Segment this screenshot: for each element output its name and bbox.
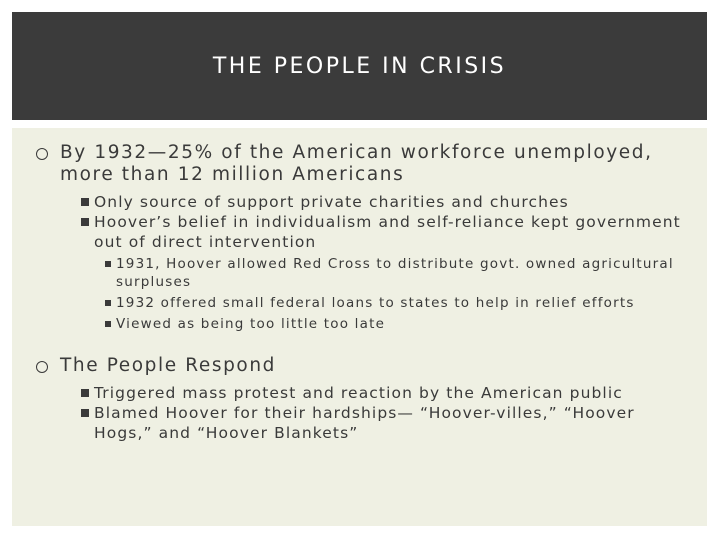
bullet-text: Only source of support private charities and churches [94, 193, 569, 211]
bullet-level2 [32, 192, 697, 212]
bullet-level3 [32, 294, 697, 312]
bullet-level3 [32, 255, 697, 291]
bullet-text: 1931, Hoover allowed Red Cross to distribute govt. owned agricultural surpluses [116, 256, 674, 290]
hollow-circle-icon [36, 361, 48, 373]
bullet-level2 [32, 403, 697, 443]
square-bullet-icon [105, 261, 111, 267]
subsubpoint-list [32, 255, 697, 333]
bullet-text: Viewed as being too little too late [116, 316, 386, 332]
title-bar [12, 12, 707, 120]
bullet-level2 [32, 212, 697, 252]
bullet-text: 1932 offered small federal loans to states to help in relief efforts [116, 295, 635, 311]
bullet-level2 [32, 383, 697, 403]
bullet-text: By 1932—25% of the American workforce unemployed, more than 12 million Americans [60, 142, 653, 185]
bullet-text: Blamed Hoover for their hardships— “Hoover-villes,” “Hoover Hogs,” and “Hoover Blankets” [94, 404, 635, 442]
subpoint-list [32, 383, 697, 443]
square-bullet-icon [105, 300, 111, 306]
subpoint-list [32, 192, 697, 252]
bullet-text: Triggered mass protest and reaction by the American public [94, 384, 623, 402]
square-bullet-icon [81, 389, 89, 397]
content-area [12, 128, 707, 526]
square-bullet-icon [81, 218, 89, 226]
square-bullet-icon [81, 409, 89, 417]
bullet-level3 [32, 315, 697, 333]
square-bullet-icon [81, 198, 89, 206]
bullet-text: The People Respond [60, 355, 277, 376]
bullet-level1 [32, 142, 697, 186]
bullet-text: Hoover’s belief in individualism and self-reliance kept government out of direct intervention [94, 213, 681, 251]
bullet-level1 [32, 355, 697, 377]
square-bullet-icon [105, 321, 111, 327]
hollow-circle-icon [36, 148, 48, 160]
slide-title: THE PEOPLE IN CRISIS [212, 53, 507, 79]
